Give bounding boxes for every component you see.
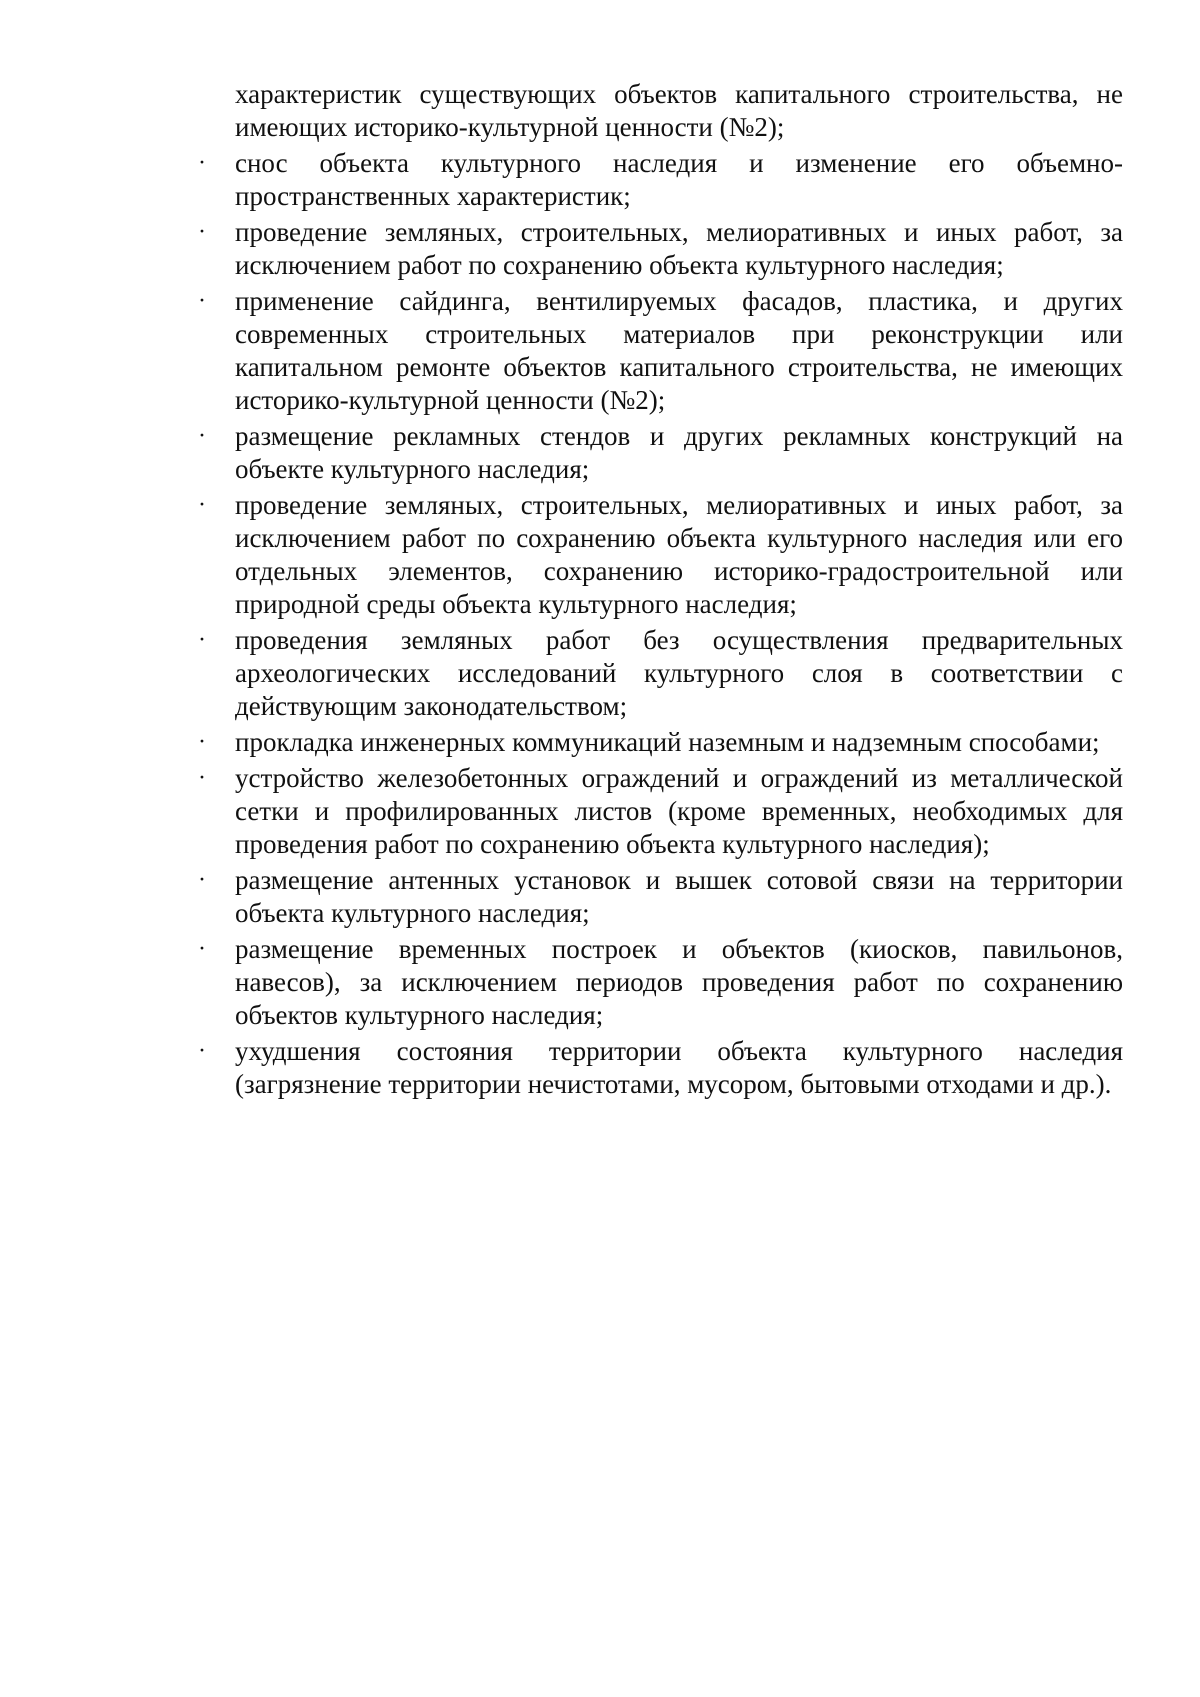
bullet-icon: · <box>198 936 206 962</box>
bullet-icon: · <box>198 867 206 893</box>
bullet-icon: · <box>198 729 206 755</box>
continuation-paragraph: характеристик существующих объектов капитального строительства, не имеющих историко-культурной ценности (№2); <box>235 79 1123 142</box>
list-item <box>198 216 1123 282</box>
bullet-icon: · <box>198 423 206 449</box>
list-item-text: проведения земляных работ без осуществления предварительных археологических исследований культурного слоя в соответствии с действующим законодательством; <box>235 625 1123 721</box>
list-item <box>198 285 1123 417</box>
list-item <box>198 624 1123 723</box>
bullet-icon: · <box>198 1038 206 1064</box>
list-item <box>198 1035 1123 1101</box>
list-item-text: снос объекта культурного наследия и изменение его объемно-пространственных характеристик; <box>235 148 1123 211</box>
document-body <box>198 78 1123 1101</box>
bullet-icon: · <box>198 219 206 245</box>
bullet-icon: · <box>198 627 206 653</box>
list-item-text: проведение земляных, строительных, мелиоративных и иных работ, за исключением работ по сохранению объекта культурного наследия или его отдельных элементов, сохранению историко-градостроительной или природной среды объекта культурного наследия; <box>235 490 1123 619</box>
bullet-icon: · <box>198 492 206 518</box>
list-item-text: размещение временных построек и объектов (киосков, павильонов, навесов), за исключением периодов проведения работ по сохранению объектов культурного наследия; <box>235 934 1123 1030</box>
list-item <box>198 420 1123 486</box>
bullet-icon: · <box>198 150 206 176</box>
list-item <box>198 762 1123 861</box>
list-item-text: проведение земляных, строительных, мелиоративных и иных работ, за исключением работ по сохранению объекта культурного наследия; <box>235 217 1123 280</box>
list-item <box>198 726 1123 759</box>
list-item <box>198 864 1123 930</box>
list-item-text: применение сайдинга, вентилируемых фасадов, пластика, и других современных строительных материалов при реконструкции или капитальном ремонте объектов капитального строительства, не имеющих историко-культурной ценности (№2); <box>235 286 1123 415</box>
list-item <box>198 489 1123 621</box>
list-item-text: устройство железобетонных ограждений и ограждений из металлической сетки и профилированных листов (кроме временных, необходимых для проведения работ по сохранению объекта культурного наследия); <box>235 763 1123 859</box>
list-item <box>198 147 1123 213</box>
bullet-icon: · <box>198 765 206 791</box>
list-item-text: размещение антенных установок и вышек сотовой связи на территории объекта культурного наследия; <box>235 865 1123 928</box>
list-item-text: размещение рекламных стендов и других рекламных конструкций на объекте культурного наследия; <box>235 421 1123 484</box>
bullet-icon: · <box>198 288 206 314</box>
list-item-text: ухудшения состояния территории объекта культурного наследия (загрязнение территории нечистотами, мусором, бытовыми отходами и др.). <box>235 1036 1123 1099</box>
list-item-text: прокладка инженерных коммуникаций наземным и надземным способами; <box>235 727 1100 757</box>
list-item <box>198 933 1123 1032</box>
